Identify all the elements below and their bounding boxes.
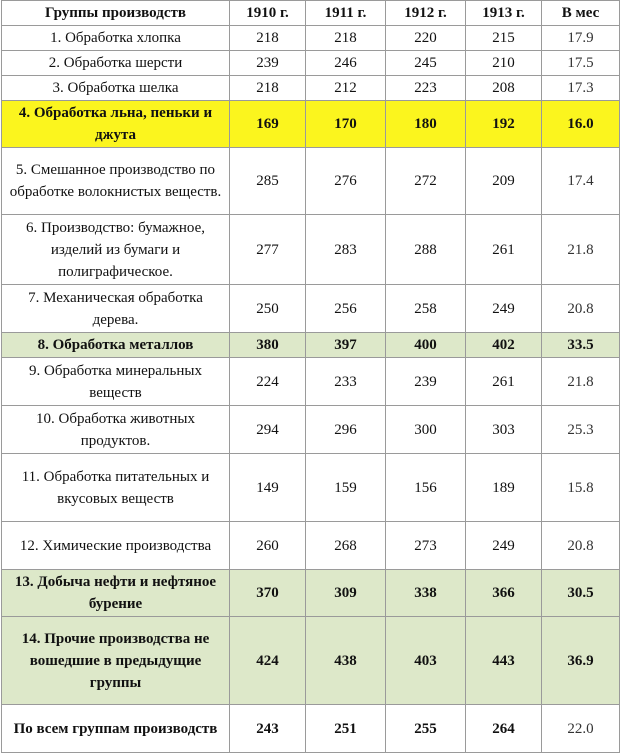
cell-1910: 239: [230, 51, 306, 76]
cell-avg: 20.8: [542, 285, 620, 333]
cell-1913: 366: [466, 570, 542, 617]
cell-1912: 239: [386, 358, 466, 406]
cell-1910: 224: [230, 358, 306, 406]
cell-1911: 283: [306, 215, 386, 285]
cell-1913: 443: [466, 617, 542, 705]
cell-1910: 218: [230, 76, 306, 101]
row-name: 12. Химические производства: [2, 522, 230, 570]
row-name: 7. Механическая обработка дерева.: [2, 285, 230, 333]
cell-avg: 20.8: [542, 522, 620, 570]
cell-1912: 288: [386, 215, 466, 285]
cell-1911: 276: [306, 148, 386, 215]
row-name: 6. Производство: бумажное, изделий из бумаги и полиграфическое.: [2, 215, 230, 285]
cell-avg: 21.8: [542, 358, 620, 406]
cell-1912: 403: [386, 617, 466, 705]
cell-1910: 169: [230, 101, 306, 148]
cell-1913: 209: [466, 148, 542, 215]
cell-1912: 156: [386, 454, 466, 522]
cell-1913: 189: [466, 454, 542, 522]
cell-1911: 170: [306, 101, 386, 148]
cell-1910: 260: [230, 522, 306, 570]
cell-avg: 33.5: [542, 333, 620, 358]
cell-1910: 149: [230, 454, 306, 522]
cell-1912: 180: [386, 101, 466, 148]
cell-avg: 16.0: [542, 101, 620, 148]
cell-1911: 438: [306, 617, 386, 705]
cell-avg: 25.3: [542, 406, 620, 454]
cell-1910: 424: [230, 617, 306, 705]
cell-1912: 273: [386, 522, 466, 570]
row-name: 13. Добыча нефти и нефтяное бурение: [2, 570, 230, 617]
cell-1913: 402: [466, 333, 542, 358]
cell-avg: 17.4: [542, 148, 620, 215]
table-row: [2, 522, 620, 570]
row-name: 5. Смешанное производство по обработке волокнистых веществ.: [2, 148, 230, 215]
cell-1910: 370: [230, 570, 306, 617]
row-name: 2. Обработка шерсти: [2, 51, 230, 76]
header-1912: 1912 г.: [386, 1, 466, 26]
table-row: [2, 215, 620, 285]
cell-avg: 22.0: [542, 705, 620, 753]
cell-1913: 261: [466, 358, 542, 406]
cell-1910: 218: [230, 26, 306, 51]
cell-1910: 294: [230, 406, 306, 454]
row-name: 14. Прочие производства не вошедшие в предыдущие группы: [2, 617, 230, 705]
row-name: 1. Обработка хлопка: [2, 26, 230, 51]
cell-avg: 21.8: [542, 215, 620, 285]
cell-1911: 159: [306, 454, 386, 522]
row-name: 8. Обработка металлов: [2, 333, 230, 358]
header-1910: 1910 г.: [230, 1, 306, 26]
cell-1913: 249: [466, 522, 542, 570]
row-name: 4. Обработка льна, пеньки и джута: [2, 101, 230, 148]
cell-1913: 210: [466, 51, 542, 76]
cell-avg: 15.8: [542, 454, 620, 522]
cell-1912: 338: [386, 570, 466, 617]
cell-1912: 220: [386, 26, 466, 51]
table-row-highlight: [2, 101, 620, 148]
cell-1912: 223: [386, 76, 466, 101]
cell-avg: 17.3: [542, 76, 620, 101]
table-row: [2, 406, 620, 454]
cell-1910: 243: [230, 705, 306, 753]
cell-1911: 212: [306, 76, 386, 101]
cell-1910: 285: [230, 148, 306, 215]
cell-1913: 192: [466, 101, 542, 148]
header-1913: 1913 г.: [466, 1, 542, 26]
cell-1910: 277: [230, 215, 306, 285]
table-row: [2, 148, 620, 215]
table-row: [2, 51, 620, 76]
cell-1911: 256: [306, 285, 386, 333]
table-row: [2, 454, 620, 522]
cell-1912: 400: [386, 333, 466, 358]
cell-1911: 218: [306, 26, 386, 51]
cell-1910: 380: [230, 333, 306, 358]
row-name: По всем группам производств: [2, 705, 230, 753]
table-row: [2, 76, 620, 101]
cell-1911: 309: [306, 570, 386, 617]
production-table: [1, 0, 620, 753]
cell-avg: 17.9: [542, 26, 620, 51]
table-row: [2, 26, 620, 51]
cell-avg: 30.5: [542, 570, 620, 617]
table-row-highlight: [2, 570, 620, 617]
cell-1912: 272: [386, 148, 466, 215]
cell-1912: 255: [386, 705, 466, 753]
row-name: 3. Обработка шелка: [2, 76, 230, 101]
table-row: [2, 285, 620, 333]
table-row-highlight: [2, 617, 620, 705]
row-name: 10. Обработка животных продуктов.: [2, 406, 230, 454]
cell-1913: 215: [466, 26, 542, 51]
row-name: 9. Обработка минеральных веществ: [2, 358, 230, 406]
row-name: 11. Обработка питательных и вкусовых веществ: [2, 454, 230, 522]
cell-1912: 300: [386, 406, 466, 454]
header-1911: 1911 г.: [306, 1, 386, 26]
header-avg: В мес: [542, 1, 620, 26]
cell-avg: 36.9: [542, 617, 620, 705]
table-row: [2, 358, 620, 406]
cell-1911: 268: [306, 522, 386, 570]
cell-1913: 208: [466, 76, 542, 101]
cell-1913: 249: [466, 285, 542, 333]
cell-avg: 17.5: [542, 51, 620, 76]
cell-1911: 246: [306, 51, 386, 76]
cell-1913: 303: [466, 406, 542, 454]
table-row-highlight: [2, 333, 620, 358]
cell-1912: 258: [386, 285, 466, 333]
cell-1911: 296: [306, 406, 386, 454]
cell-1911: 251: [306, 705, 386, 753]
header-row: [2, 1, 620, 26]
cell-1911: 397: [306, 333, 386, 358]
total-row: [2, 705, 620, 753]
cell-1911: 233: [306, 358, 386, 406]
cell-1912: 245: [386, 51, 466, 76]
cell-1913: 264: [466, 705, 542, 753]
cell-1910: 250: [230, 285, 306, 333]
header-group: Группы производств: [2, 1, 230, 26]
cell-1913: 261: [466, 215, 542, 285]
